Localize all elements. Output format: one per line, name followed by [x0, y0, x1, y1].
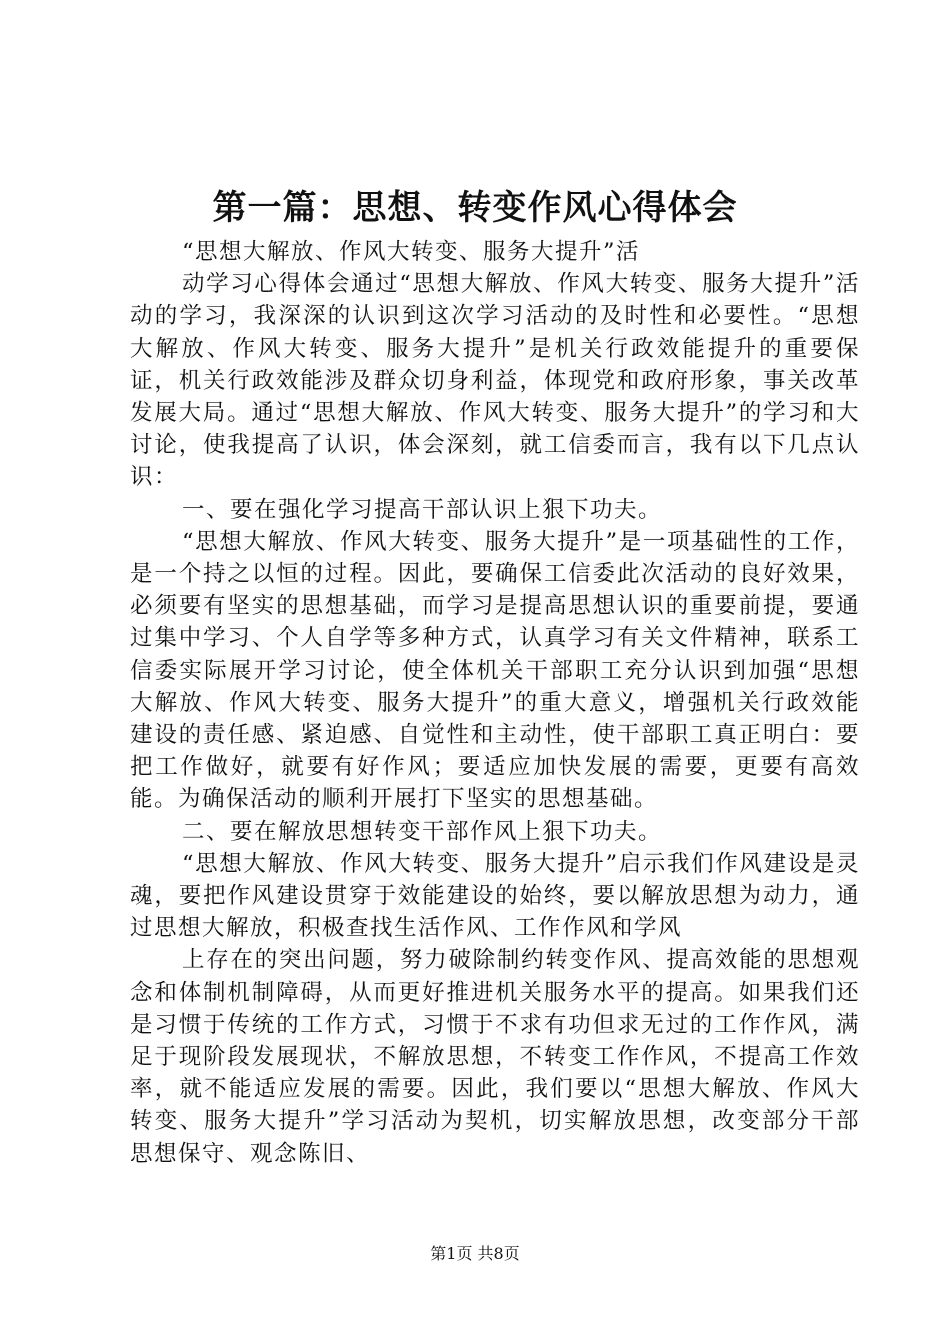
section-heading: 二、要在解放思想转变干部作风上狠下功夫。 [182, 818, 663, 845]
document-body [130, 236, 860, 1170]
paragraph: “思想大解放、作风大转变、服务大提升”启示我们作风建设是灵魂，要把作风建设贯穿于效能建设的始终，要以解放思想为动力，通过思想大解放，积极查找生活作风、工作作风和学风 [130, 850, 860, 942]
section-heading: 一、要在强化学习提高干部认识上狠下功夫。 [182, 496, 663, 523]
paragraph: 动学习心得体会通过“思想大解放、作风大转变、服务大提升”活动的学习，我深深的认识到这次学习活动的及时性和必要性。“思想大解放、作风大转变、服务大提升”是机关行政效能提升的重要保证，机关行政效能涉及群众切身利益，体现党和政府形象，事关改革发展大局。通过“思想大解放、作风大转变、服务大提升”的学习和大讨论，使我提高了认识，体会深刻，就工信委而言，我有以下几点认识： [130, 271, 860, 491]
paragraph: “思想大解放、作风大转变、服务大提升”是一项基础性的工作，是一个持之以恒的过程。因此，要确保工信委此次活动的良好效果，必须要有坚实的思想基础，而学习是提高思想认识的重要前提，要通过集中学习、个人自学等多种方式，认真学习有关文件精神，联系工信委实际展开学习讨论，使全体机关干部职工充分认识到加强“思想大解放、作风大转变、服务大提升”的重大意义，增强机关行政效能建设的责任感、紧迫感、自觉性和主动性，使干部职工真正明白：要把工作做好，就要有好作风；要适应加快发展的需要，更要有高效能。为确保活动的顺利开展打下坚实的思想基础。 [130, 528, 860, 813]
paragraph: 上存在的突出问题，努力破除制约转变作风、提高效能的思想观念和体制机制障碍，从而更好推进机关服务水平的提高。如果我们还是习惯于传统的工作方式，习惯于不求有功但求无过的工作作风，满足于现阶段发展现状，不解放思想，不转变工作作风，不提高工作效率，就不能适应发展的需要。因此，我们要以“思想大解放、作风大转变、服务大提升”学习活动为契机，切实解放思想，改变部分干部思想保守、观念陈旧、 [130, 947, 860, 1167]
page-number-footer: 第1页 共8页 [430, 1244, 520, 1263]
paragraph: “思想大解放、作风大转变、服务大提升”活 [182, 239, 641, 265]
document-title: 第一篇：思想、转变作风心得体会 [212, 188, 738, 228]
